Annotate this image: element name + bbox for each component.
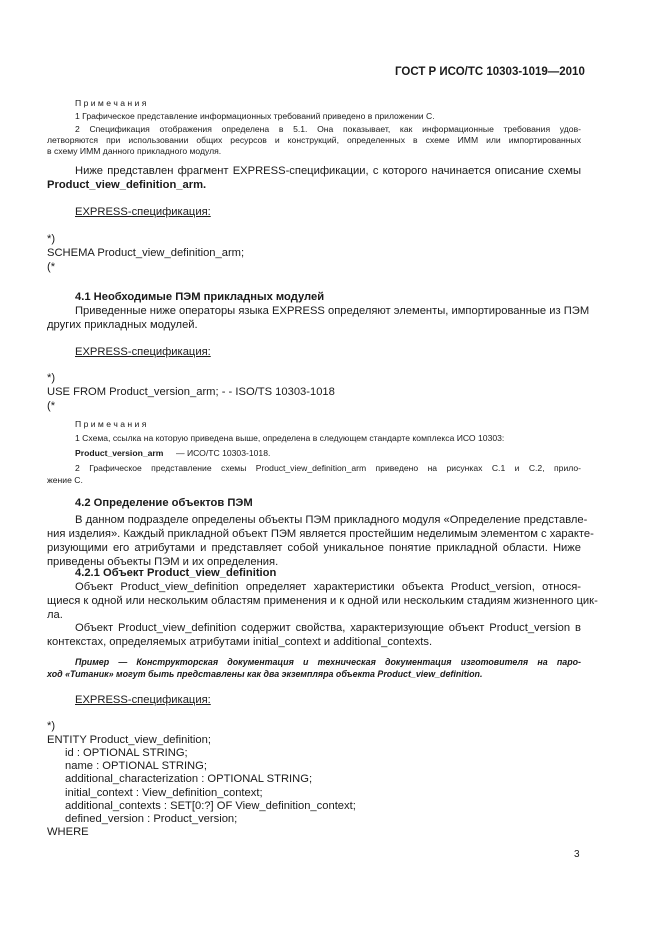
- paragraph-line: ла.: [47, 609, 63, 621]
- paragraph-line: Приведенные ниже операторы языка EXPRESS определяют элементы, импортированные из ПЭМ: [75, 305, 590, 317]
- page-number: 3: [574, 849, 580, 860]
- note-1: 1 Схема, ссылка на которую приведена выше, определена в следующем стандарте комплекса ИСО 10303:: [75, 433, 505, 443]
- paragraph-line: щиеся к одной или нескольким областям применения и к одной или нескольким стадиям жизненного цик-: [47, 595, 598, 607]
- express-spec-label: EXPRESS-спецификация:: [75, 206, 211, 218]
- code-line: ENTITY Product_view_definition;: [47, 734, 211, 746]
- note-2-line-1: 2 Спецификация отображения определена в 5.1. Она показывает, как информационные требования удов-: [75, 124, 581, 134]
- reference-standard: — ИСО/ТС 10303-1018.: [176, 448, 271, 458]
- paragraph-line: ния изделия». Каждый прикладной объект ПЭМ является простейшим неделимым элементом с характе-: [47, 528, 594, 540]
- code-line: *): [47, 233, 56, 245]
- express-spec-label: EXPRESS-спецификация:: [75, 346, 211, 358]
- code-line: additional_characterization : OPTIONAL STRING;: [65, 773, 313, 785]
- note-2-line-2: летворяются при использовании общих ресурсов и конструкций, определенных в схеме ИММ или импортированных: [47, 135, 581, 145]
- code-line: *): [47, 372, 56, 384]
- note-2-line-3: в схему ИММ данного прикладного модуля.: [47, 146, 222, 156]
- code-line: SCHEMA Product_view_definition_arm;: [47, 247, 245, 259]
- paragraph-line: других прикладных модулей.: [47, 319, 198, 331]
- code-line: USE FROM Product_version_arm; - - ISO/TS 10303-1018: [47, 386, 335, 398]
- paragraph-line: В данном подразделе определены объекты ПЭМ прикладного модуля «Определение представле-: [75, 514, 588, 526]
- code-line: *): [47, 720, 56, 732]
- code-line: WHERE: [47, 826, 89, 838]
- paragraph-line: Объект Product_view_definition содержит свойства, характеризующие объект Product_version в: [75, 622, 581, 634]
- reference-schema-name: Product_version_arm: [75, 448, 164, 458]
- paragraph-line: ризующими его атрибутами и представляет собой уникальное понятие прикладной области. Ниже: [47, 542, 581, 554]
- paragraph-line: Объект Product_view_definition определяет характеристики объекта Product_version, относя-: [75, 581, 581, 593]
- notes-title: П р и м е ч а н и я: [75, 98, 147, 108]
- code-line: id : OPTIONAL STRING;: [65, 747, 188, 759]
- express-spec-label: EXPRESS-спецификация:: [75, 694, 211, 706]
- note-1: 1 Графическое представление информационных требований приведено в приложении С.: [75, 111, 435, 121]
- code-line: (*: [47, 261, 56, 273]
- paragraph-line: контекстах, определяемых атрибутами initial_context и additional_contexts.: [47, 636, 433, 648]
- intro-schema-name: Product_view_definition_arm.: [47, 179, 207, 191]
- code-line: name : OPTIONAL STRING;: [65, 760, 207, 772]
- section-heading: 4.2 Определение объектов ПЭМ: [75, 497, 253, 509]
- code-line: initial_context : View_definition_context;: [65, 787, 263, 799]
- notes-title: П р и м е ч а н и я: [75, 419, 147, 429]
- example-line-2: ход «Титаник» могут быть представлены как два экземпляра объекта Product_view_definition.: [47, 669, 483, 679]
- intro-line-1: Ниже представлен фрагмент EXPRESS-спецификации, с которого начинается описание схемы: [75, 165, 581, 177]
- code-line: defined_version : Product_version;: [65, 813, 238, 825]
- example-line-1: Пример — Конструкторская документация и техническая документация изготовителя на паро-: [75, 657, 581, 667]
- note-2-line-2: жение С.: [47, 475, 83, 485]
- page-header: ГОСТ Р ИСО/ТС 10303-1019—2010: [395, 66, 585, 78]
- code-line: (*: [47, 400, 56, 412]
- paragraph-line: приведены объекты ПЭМ и их определения.: [47, 556, 279, 568]
- section-heading: 4.1 Необходимые ПЭМ прикладных модулей: [75, 291, 325, 303]
- subsection-heading: 4.2.1 Объект Product_view_definition: [75, 567, 277, 579]
- code-line: additional_contexts : SET[0:?] OF View_definition_context;: [65, 800, 356, 812]
- note-2-line-1: 2 Графическое представление схемы Product_view_definition_arm приведено на рисунках С.1 и С.2, прило-: [75, 463, 581, 473]
